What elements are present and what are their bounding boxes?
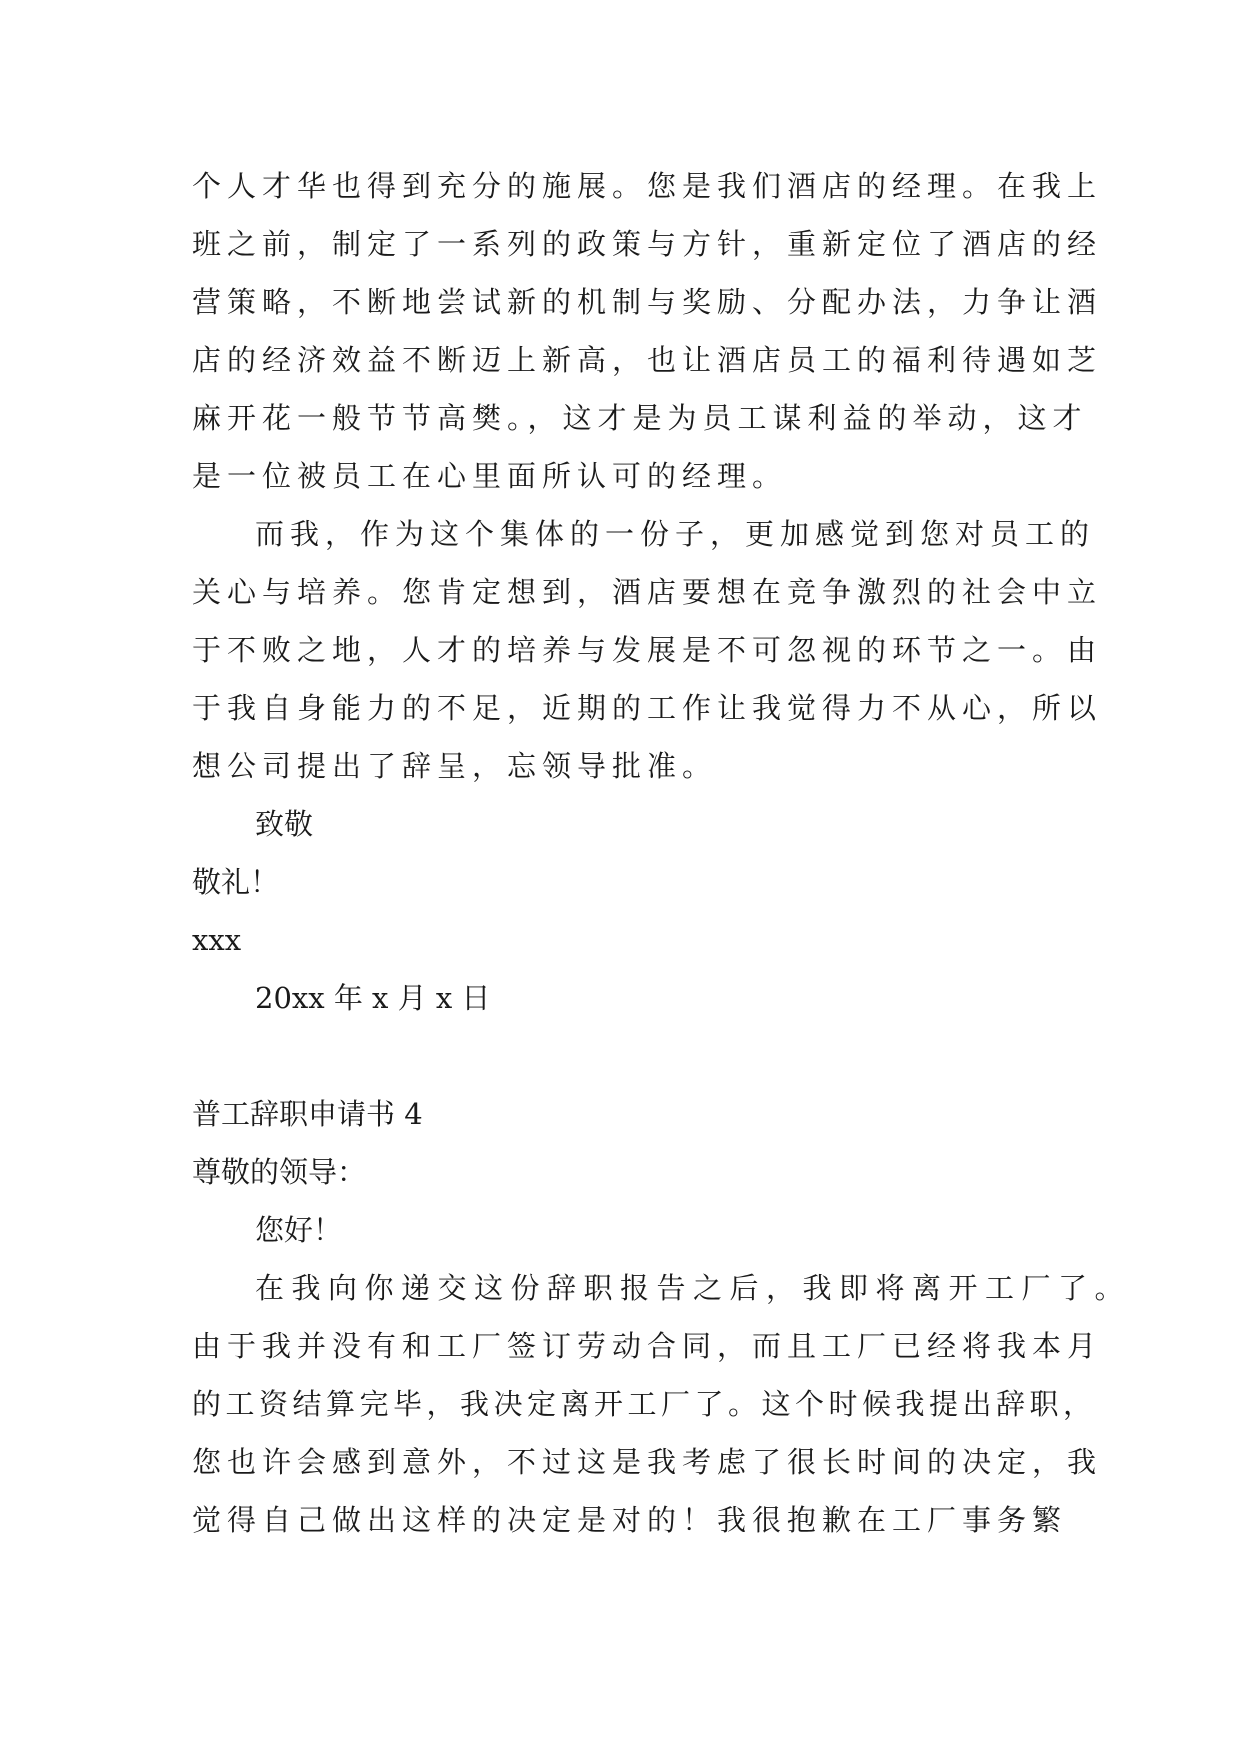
signature: xxx: [192, 923, 242, 957]
body-line: 由于我并没有和工厂签订劳动合同，而且工厂已经将我本月: [192, 1329, 1103, 1363]
body-line: 营策略，不断地尝试新的机制与奖励、分配办法，力争让酒: [192, 285, 1103, 319]
body-line: 于我自身能力的不足，近期的工作让我觉得力不从心，所以: [192, 691, 1103, 725]
body-line: 您也许会感到意外，不过这是我考虑了很长时间的决定，我: [192, 1445, 1103, 1479]
salute-text: 敬礼！: [192, 865, 280, 899]
body-line: 在我向你递交这份辞职报告之后，我即将离开工厂了。: [255, 1271, 1132, 1305]
body-line: 而我，作为这个集体的一份子，更加感觉到您对员工的: [255, 517, 1096, 551]
body-line: 是一位被员工在心里面所认可的经理。: [192, 459, 788, 493]
closing-text: 致敬: [255, 807, 314, 841]
body-line: 麻开花一般节节高樊。，这才是为员工谋利益的举动，这才: [192, 401, 1088, 435]
body-line: 关心与培养。您肯定想到，酒店要想在竞争激烈的社会中立: [192, 575, 1103, 609]
section-heading: 普工辞职申请书 4: [192, 1097, 423, 1131]
date: 20xx 年 x 月 x 日: [255, 981, 491, 1015]
body-line: 个人才华也得到充分的施展。您是我们酒店的经理。在我上: [192, 169, 1103, 203]
body-line: 于不败之地，人才的培养与发展是不可忽视的环节之一。由: [192, 633, 1103, 667]
salutation: 尊敬的领导：: [192, 1155, 367, 1189]
greeting: 您好！: [255, 1213, 343, 1247]
body-line: 班之前，制定了一系列的政策与方针，重新定位了酒店的经: [192, 227, 1103, 261]
body-line: 店的经济效益不断迈上新高，也让酒店员工的福利待遇如芝: [192, 343, 1103, 377]
body-line: 觉得自己做出这样的决定是对的！我很抱歉在工厂事务繁: [192, 1503, 1068, 1537]
body-line: 想公司提出了辞呈，忘领导批准。: [192, 749, 718, 783]
body-line: 的工资结算完毕，我决定离开工厂了。这个时候我提出辞职，: [192, 1387, 1097, 1421]
